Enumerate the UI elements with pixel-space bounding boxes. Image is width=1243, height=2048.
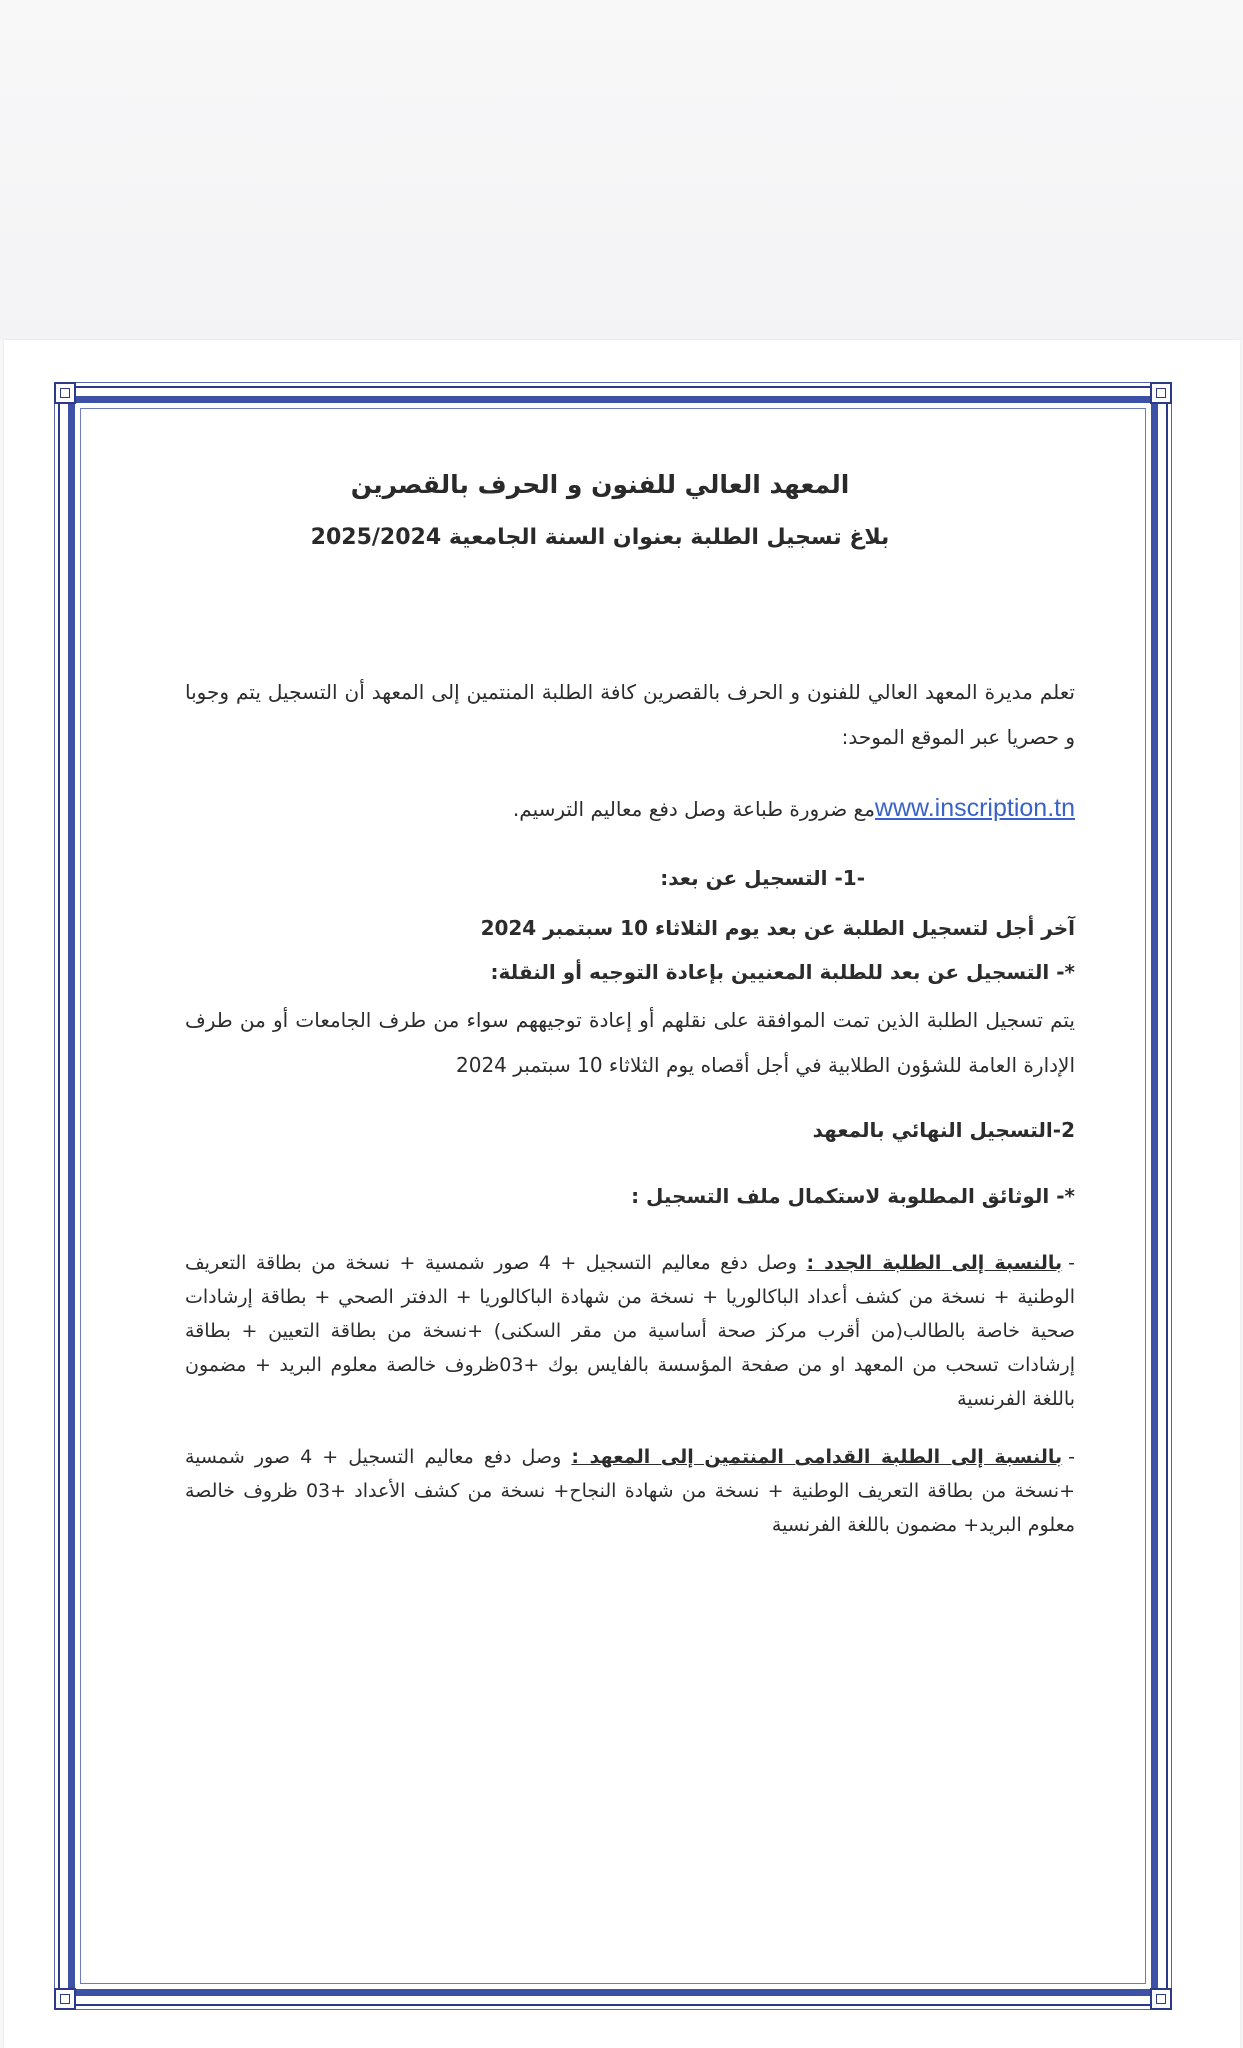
section2-subheading: *- الوثائق المطلوبة لاستكمال ملف التسجيل : [631, 1184, 1075, 1208]
url-suffix-text: مع ضرورة طباعة وصل دفع معاليم الترسيم. [512, 797, 875, 821]
old-students-label: بالنسبة إلى الطلبة القدامى المنتمين إلى المعهد : [571, 1446, 1063, 1468]
section1-deadline: آخر أجل لتسجيل الطلبة عن بعد يوم الثلاثاء 10 سبتمبر 2024 [480, 916, 1075, 940]
section1-heading: -1- التسجيل عن بعد: [660, 866, 865, 890]
border-corner-ornament [1150, 382, 1172, 404]
border-corner-ornament [1150, 1988, 1172, 2010]
document-body [185, 470, 1075, 1542]
new-students-label: بالنسبة إلى الطلبة الجدد : [806, 1252, 1063, 1274]
list-dash: - [1068, 1252, 1075, 1274]
border-corner-ornament [54, 1988, 76, 2010]
institution-title: المعهد العالي للفنون و الحرف بالقصرين [350, 470, 850, 499]
inscription-link[interactable]: www.inscription.tn [874, 794, 1075, 822]
url-line [185, 786, 1075, 832]
intro-paragraph: تعلم مديرة المعهد العالي للفنون و الحرف بالقصرين كافة الطلبة المنتمين إلى المعهد أن التسجيل يتم وجوبا و حصريا عبر الموقع الموحد: [185, 680, 1075, 749]
section1-subheading: *- التسجيل عن بعد للطلبة المعنيين بإعادة التوجيه أو النقلة: [490, 960, 1075, 984]
new-students-text: وصل دفع معاليم التسجيل + 4 صور شمسية + نسخة من بطاقة التعريف الوطنية + نسخة من كشف أعداد الباكالوريا + نسخة من شهادة الباكالوريا + الدفتر الصحي + بطاقة إرشادات صحية خاصة بالطالب(من أقرب مركز صحة أساسية من مقر السكنى) +نسخة من بطاقة التعيين + بطاقة إرشادات تسحب من المعهد او من صفحة المؤسسة بالفايس بوك +03ظروف خالصة معلوم البريد + مضمون باللغة الفرنسية [185, 1252, 1075, 1410]
list-dash: - [1068, 1446, 1075, 1468]
border-corner-ornament [54, 382, 76, 404]
section2-heading: 2-التسجيل النهائي بالمعهد [812, 1118, 1075, 1142]
announcement-subtitle: بلاغ تسجيل الطلبة بعنوان السنة الجامعية 2025/2024 [310, 525, 890, 550]
old-students-requirements [185, 1440, 1075, 1542]
new-students-requirements [185, 1246, 1075, 1416]
section1-paragraph: يتم تسجيل الطلبة الذين تمت الموافقة على نقلهم أو إعادة توجيههم سواء من طرف الجامعات أو من طرف الإدارة العامة للشؤون الطلابية في أجل أقصاه يوم الثلاثاء 10 سبتمبر 2024 [185, 1008, 1075, 1077]
scan-background [0, 0, 1243, 340]
old-students-text: وصل دفع معاليم التسجيل + 4 صور شمسية +نسخة من بطاقة التعريف الوطنية + نسخة من شهادة النجاح+ نسخة من كشف الأعداد +03 ظروف خالصة معلوم البريد+ مضمون باللغة الفرنسية [185, 1446, 1075, 1536]
